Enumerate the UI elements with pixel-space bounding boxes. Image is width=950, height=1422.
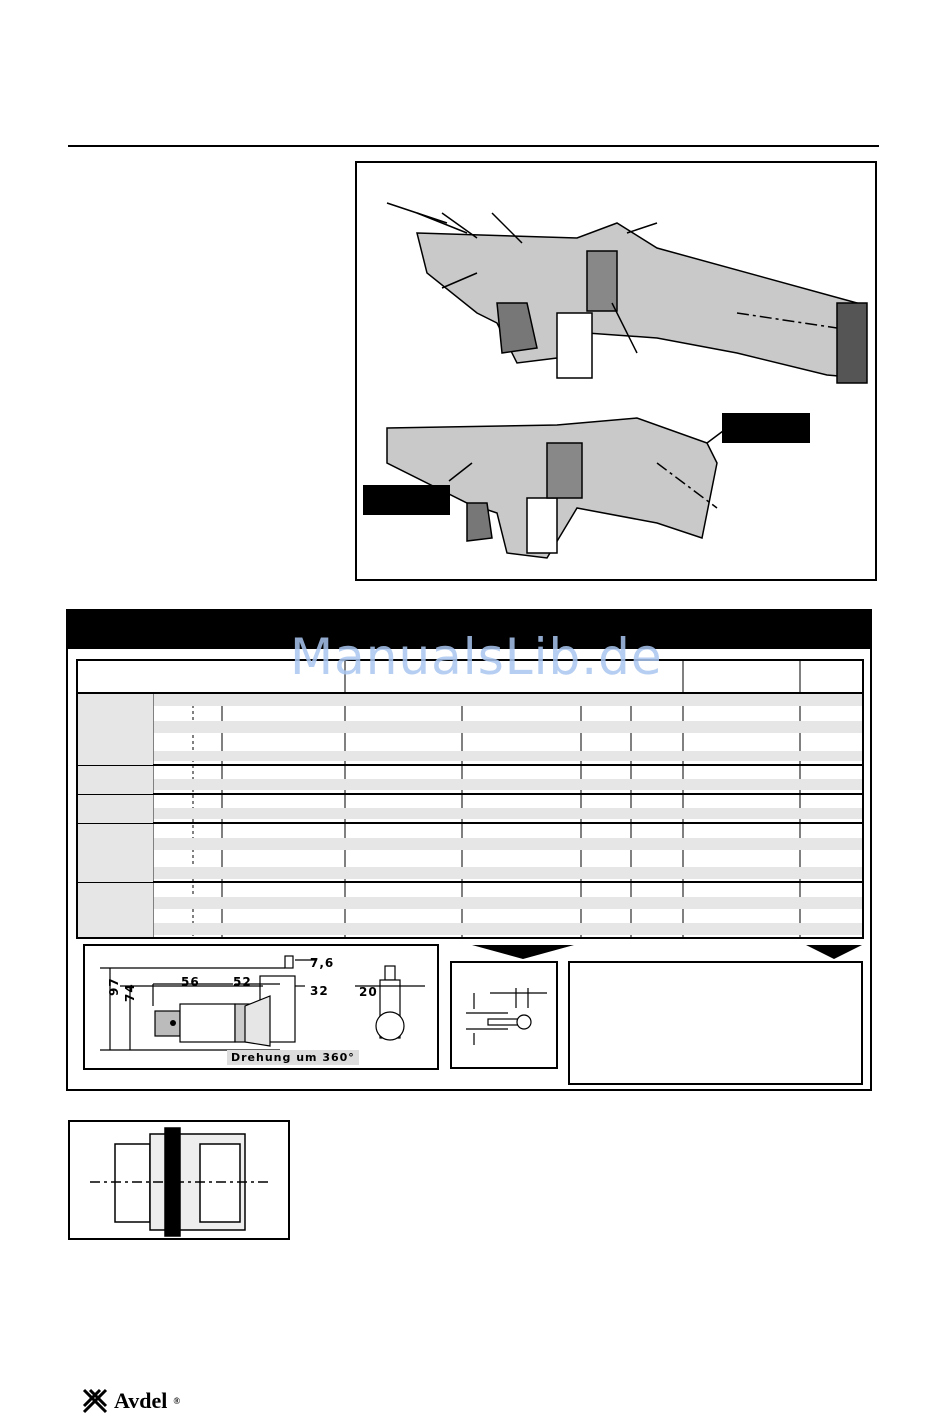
tool-top-drawing [387, 203, 867, 383]
tool-cross-section-illustration [357, 163, 875, 579]
spec-table-grid [76, 659, 864, 939]
avdel-x-icon [82, 1388, 108, 1414]
brand-name: Avdel [114, 1388, 168, 1413]
fitting-drawing-box [68, 1120, 290, 1240]
detail-drawing [452, 963, 556, 1067]
arrow-down-left [472, 945, 574, 959]
dim-74: 74 [123, 983, 137, 1002]
registered-mark: ® [173, 1396, 181, 1406]
watermark: ManualsLib.de [290, 628, 663, 686]
arrow-down-right [806, 945, 862, 959]
detail-drawing-box [450, 961, 558, 1069]
callout-label-right [722, 413, 810, 443]
avdel-logo [82, 1388, 180, 1414]
dim-97: 97 [107, 977, 121, 996]
dimension-drawing-box [83, 944, 439, 1070]
dim-32: 32 [310, 984, 329, 998]
spec-table-lines [78, 661, 862, 937]
rotation-label: Drehung um 360° [227, 1050, 359, 1065]
dim-20: 20 [359, 985, 378, 999]
dim-7-6: 7,6 [310, 956, 335, 970]
tool-figure-box [355, 161, 877, 581]
header-rule [68, 145, 879, 147]
callout-label-left [363, 485, 450, 515]
note-box [568, 961, 863, 1085]
fitting-drawing [70, 1122, 288, 1238]
dim-56: 56 [181, 975, 200, 989]
dim-52: 52 [233, 975, 252, 989]
